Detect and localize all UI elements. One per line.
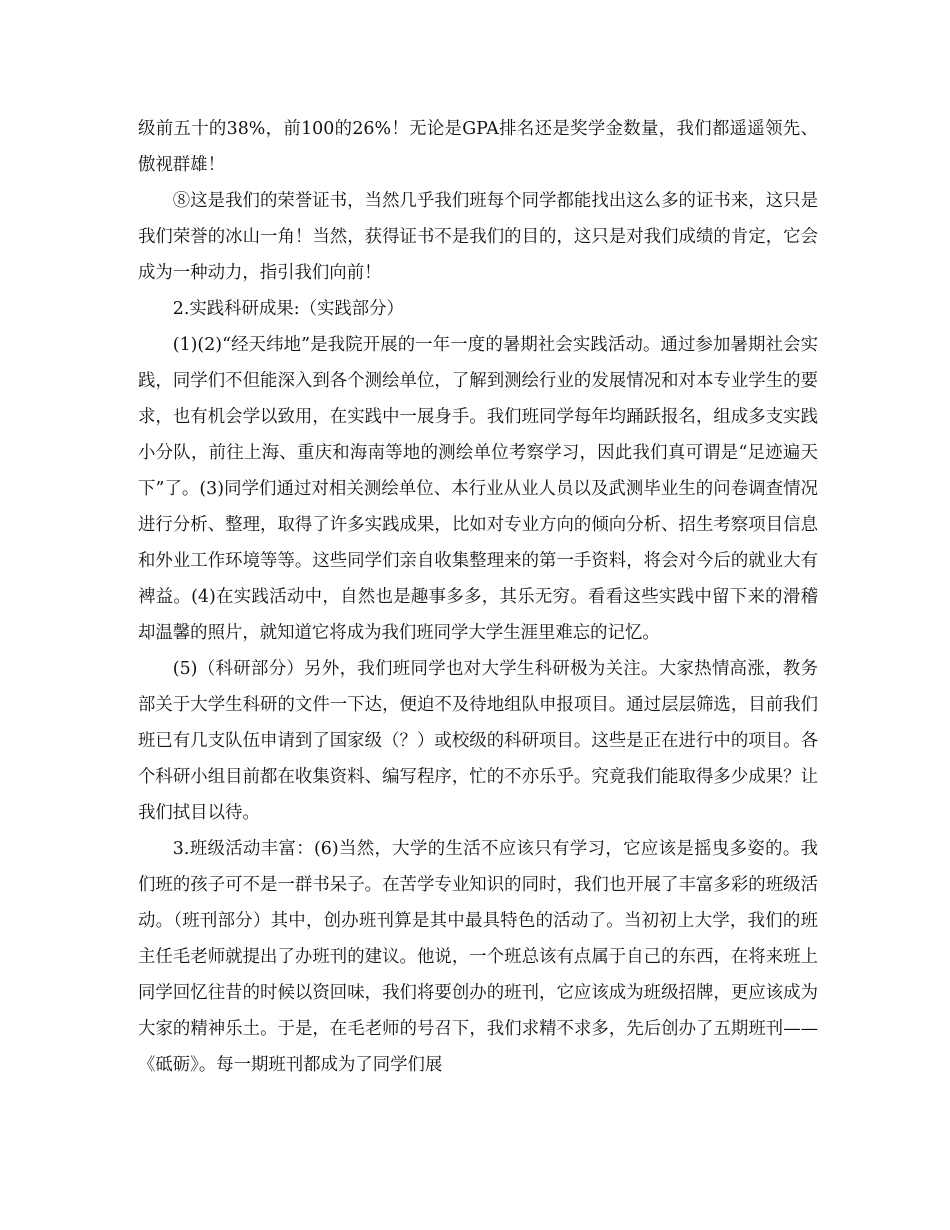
paragraph-summer-practice: (1)(2)“经天纬地”是我院开展的一年一度的暑期社会实践活动。通过参加暑期社会实践，同学们不但能深入到各个测绘单位，了解到测绘行业的发展情况和对本专业学生的要求，也有机会学以致用，在实践中一展身手。我们班同学每年均踊跃报名，组成多支实践小分队，前往上海、重庆和海南等地的测绘单位考察学习，因此我们真可谓是“足迹遍天下”了。(3)同学们通过对相关测绘单位、本行业从业人员以及武测毕业生的问卷调查情况进行分析、整理，取得了许多实践成果，比如对专业方向的倾向分析、招生考察项目信息和外业工作环境等等。这些同学们亲自收集整理来的第一手资料，将会对今后的就业大有裨益。(4)在实践活动中，自然也是趣事多多，其乐无穷。看看这些实践中留下来的滑稽却温馨的照片，就知道它将成为我们班同学大学生涯里难忘的记忆。: [138, 335, 818, 643]
section-heading-practice-research: 2.实践科研成果:（实践部分）: [172, 299, 404, 319]
paragraph-honor-certificates: ⑧这是我们的荣誉证书，当然几乎我们班每个同学都能找出这么多的证书来，这只是我们荣誉的冰山一角！当然，获得证书不是我们的目的，这只是对我们成绩的肯定，它会成为一种动力，指引我们向前！: [138, 191, 818, 283]
paragraph-research: (5)（科研部分）另外，我们班同学也对大学生科研极为关注。大家热情高涨，教务部关于大学生科研的文件一下达，便迫不及待地组队申报项目。通过层层筛选，目前我们班已有几支队伍申请到了国家级（？）或校级的科研项目。这些是正在进行中的项目。各个科研小组目前都在收集资料、编写程序，忙的不亦乐乎。究竟我们能取得多少成果？让我们拭目以待。: [138, 659, 818, 823]
paragraph-class-activities: 3.班级活动丰富：(6)当然，大学的生活不应该只有学习，它应该是摇曳多姿的。我们班的孩子可不是一群书呆子。在苦学专业知识的同时，我们也开展了丰富多彩的班级活动。（班刊部分）其中，创办班刊算是其中最具特色的活动了。当初初上大学，我们的班主任毛老师就提出了办班刊的建议。他说，一个班总该有点属于自己的东西，在将来班上同学回忆往昔的时候以资回味，我们将要创办的班刊，它应该成为班级招牌，更应该成为大家的精神乐土。于是，在毛老师的号召下，我们求精不求多，先后创办了五期班刊——《砥砺》。每一期班刊都成为了同学们展: [138, 839, 818, 1075]
document-page: [138, 111, 818, 1083]
paragraph-continuation: 级前五十的38%，前100的26%！无论是GPA排名还是奖学金数量，我们都遥遥领先、傲视群雄！: [138, 119, 818, 175]
